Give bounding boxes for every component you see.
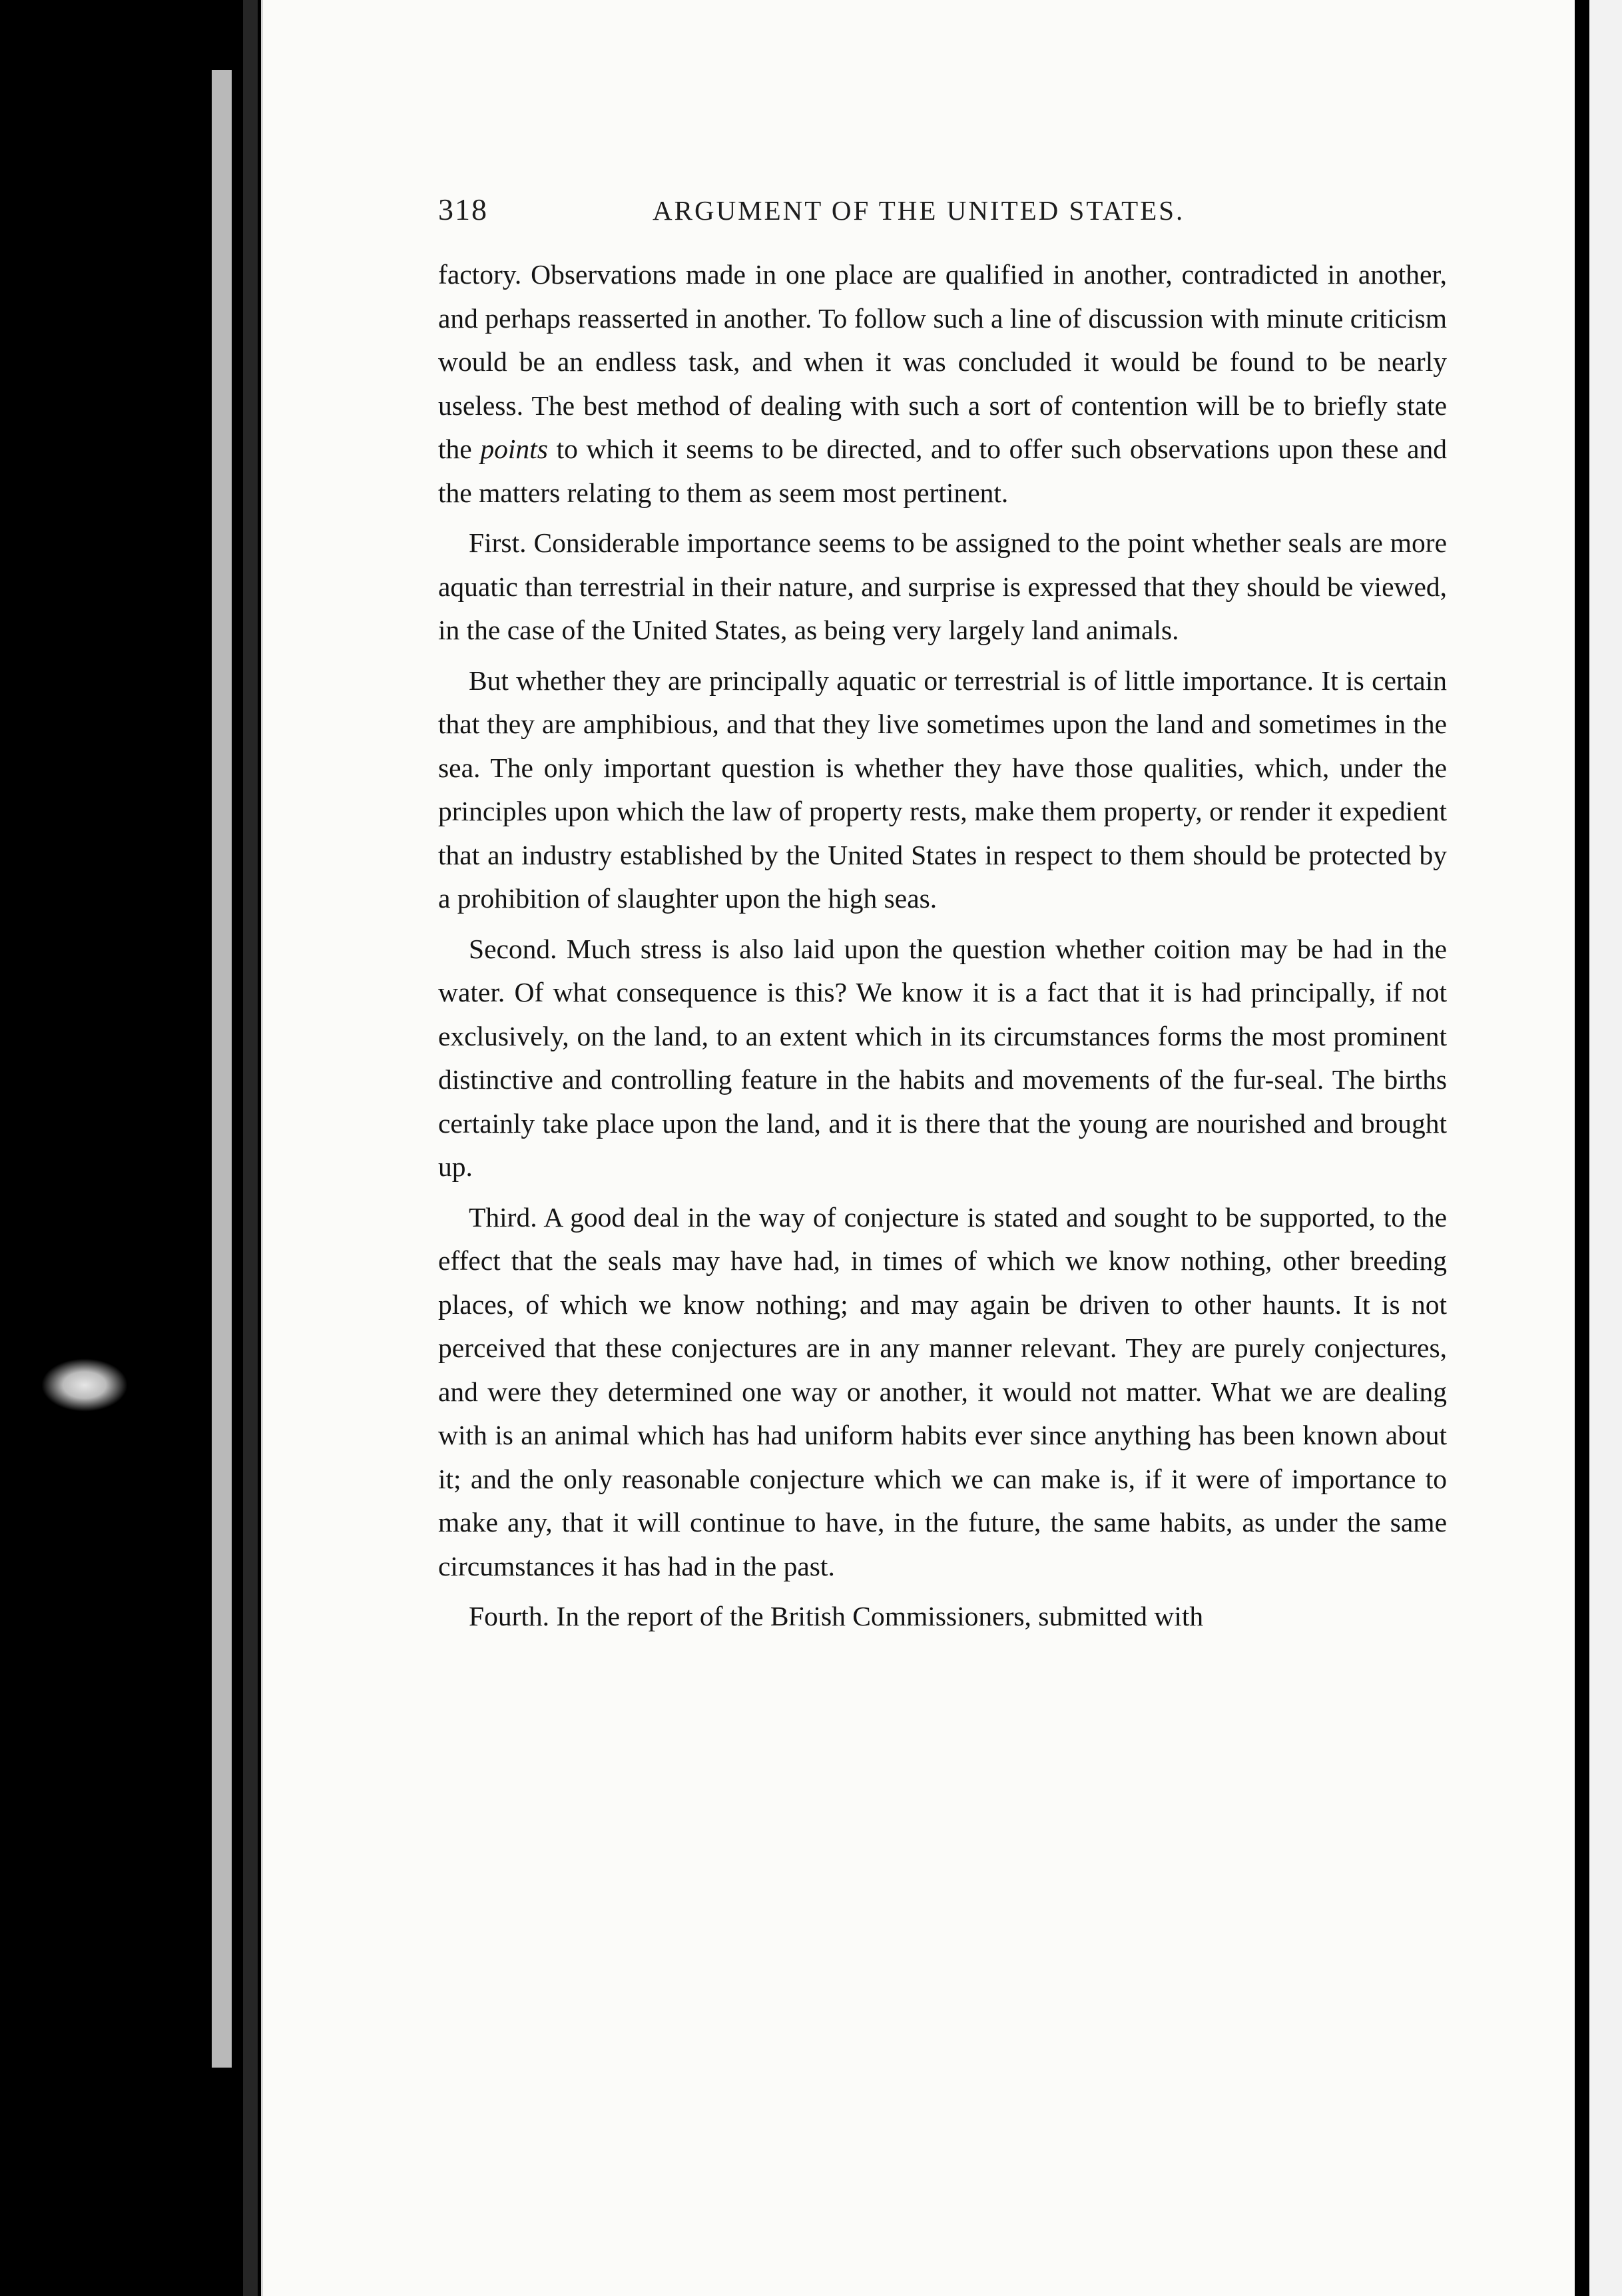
facing-page-edge — [1575, 0, 1622, 2296]
page-number: 318 — [438, 192, 488, 226]
paragraph-aquatic: But whether they are principally aquatic or terrestrial is of little importance. It is certain that they are amphibious, and that they live sometimes upon the land and sometimes in the sea. The only important question is whether they have those qualities, which, under the principles upon which the law of property rests, make them property, or render it expedient that an industry established by the United States in respect to them should be protected by a prohibition of slaughter upon the high seas. — [438, 665, 1447, 914]
emphasis-text: points — [480, 433, 548, 464]
paragraph-second: Second. Much stress is also laid upon the question whether coition may be had in the water. Of what consequence is this? We know it is a fact that it is had principally, if not exclusively, on the land, to an extent which in its circumstances forms the most prominent distinctive and controlling feature in the habits and movements of the fur-seal. The births certainly take place upon the land, and it is there that the young are nourished and brought up. — [438, 933, 1447, 1182]
page-header — [438, 192, 1450, 232]
paragraph-third: Third. A good deal in the way of conjecture is stated and sought to be supported, to the effect that the seals may have had, in times of which we know nothing, other breeding places, of which we know nothing; and may again be driven to other haunts. It is not perceived that these conjectures are in any manner relevant. They are purely conjectures, and were they determined one way or another, it would not matter. What we are dealing with is an animal which has had uniform habits ever since anything has been known about it; and the only reasonable conjecture which we can make is, if it were of importance to make any, that it will continue to have, in the future, the same habits, as under the same circumstances it has had in the past. — [438, 1201, 1447, 1581]
facing-page-sliver — [1589, 0, 1622, 2296]
page-body — [438, 253, 1447, 1639]
paragraph-continued — [438, 253, 1447, 515]
scan-binding-shadow — [243, 0, 258, 2296]
paragraph-first: First. Considerable importance seems to be assigned to the point whether seals are more aquatic than terrestrial in their nature, and surprise is expressed that they should be viewed, in the case of the United States, as being very largely land animals. — [438, 527, 1447, 645]
scan-edge-strip — [212, 70, 232, 2068]
paragraph-text: to which it seems to be directed, and to offer such observations upon these and the matters relating to them as seem most pertinent. — [438, 433, 1447, 508]
scan-speck — [41, 1358, 128, 1412]
running-title: ARGUMENT OF THE UNITED STATES. — [653, 195, 1185, 226]
paragraph-text: factory. Observations made in one place are qualified in another, contradicted in another, and perhaps reasserted in another. To follow such a line of discussion with minute criticism would be an endless task, and when it was concluded it would be found to be nearly useless. The best method of dealing with such a sort of contention will be to briefly state the — [438, 259, 1447, 464]
paragraph-fourth: Fourth. In the report of the British Commissioners, submitted with — [469, 1601, 1204, 1631]
